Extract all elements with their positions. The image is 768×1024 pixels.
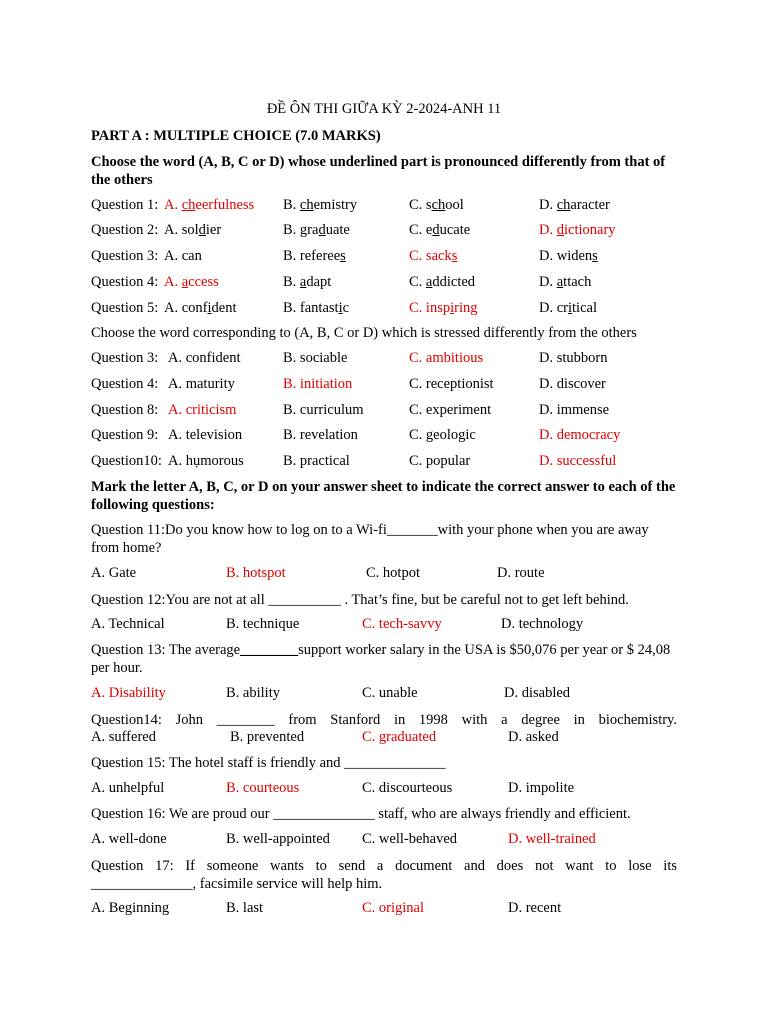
option-b: B. curriculum	[283, 402, 364, 418]
option-b: B. chemistry	[283, 197, 358, 213]
question-label: Question 2:	[91, 222, 159, 238]
option-c: C. educate	[409, 222, 471, 238]
option-b: B. hotspot	[226, 565, 286, 581]
option-c: C. well-behaved	[362, 831, 458, 847]
question-label: Question 3:	[91, 248, 159, 264]
question-label: Question 1:	[91, 197, 159, 213]
question-17-line-2: ______________, facsimile service will help him.	[91, 876, 383, 892]
option-a: A. cheerfulness	[164, 197, 255, 213]
option-c: C. geologic	[409, 427, 476, 443]
option-a: A. Beginning	[91, 900, 170, 916]
option-c: C. addicted	[409, 274, 476, 290]
option-c: C. ambitious	[409, 350, 484, 366]
option-b: B. prevented	[230, 729, 305, 745]
pronunciation-question-2	[91, 222, 691, 240]
option-b: B. referees	[283, 248, 346, 264]
question-16: Question 16: We are proud our ______________ staff, who are always friendly and efficient.	[91, 806, 631, 822]
option-c: C. hotpot	[366, 565, 420, 581]
question-13-text-b: support worker salary in the USA is $50,076 per year or $ 24,08 per hour.	[91, 642, 671, 676]
option-d: D. critical	[539, 300, 597, 316]
instruction-multiple-choice: Mark the letter A, B, C, or D on your answer sheet to indicate the correct answer to each of the following questions:	[91, 479, 676, 513]
option-c: C. receptionist	[409, 376, 494, 392]
option-b: B. graduate	[283, 222, 350, 238]
option-d: D. route	[497, 565, 545, 581]
stress-question-3	[91, 402, 691, 420]
option-c: C. sacks	[409, 248, 458, 264]
option-c: C. graduated	[362, 729, 437, 745]
option-d: D. asked	[508, 729, 559, 745]
question-label: Question 8:	[91, 402, 159, 418]
option-b: B. initiation	[283, 376, 353, 392]
option-c: C. popular	[409, 453, 471, 469]
option-c: C. experiment	[409, 402, 492, 418]
option-a: A. soldier	[164, 222, 222, 238]
option-b: B. sociable	[283, 350, 348, 366]
option-a: A. confident	[164, 300, 237, 316]
question-label: Question 3:	[91, 350, 159, 366]
option-a: A. unhelpful	[91, 780, 165, 796]
page-title: ĐỀ ÔN THI GIỮA KỲ 2-2024-ANH 11	[266, 101, 502, 117]
option-c: C. school	[409, 197, 464, 213]
question-11-options	[91, 565, 691, 583]
pronunciation-question-5	[91, 300, 691, 318]
question-label: Question 5:	[91, 300, 159, 316]
question-15: Question 15: The hotel staff is friendly and ______________	[91, 755, 446, 771]
option-d: D. attach	[539, 274, 592, 290]
option-a: A. hụmorous	[168, 453, 244, 469]
option-d: D. disabled	[504, 685, 571, 701]
question-13-blank: ________	[240, 642, 299, 658]
option-d: D. immense	[539, 402, 610, 418]
option-d: D. discover	[539, 376, 606, 392]
option-a: A. well-done	[91, 831, 167, 847]
question-label: Question10:	[91, 453, 162, 469]
option-d: D. dictionary	[539, 222, 616, 238]
question-17-options	[91, 900, 691, 918]
option-a: A. Gate	[91, 565, 137, 581]
question-12: Question 12:You are not at all __________ . That’s fine, but be careful not to get left behind.	[91, 592, 629, 608]
option-d: D. democracy	[539, 427, 621, 443]
option-b: B. practical	[283, 453, 350, 469]
option-a: A. criticism	[168, 402, 237, 418]
option-a: A. access	[164, 274, 219, 290]
stress-question-1	[91, 350, 691, 368]
question-13	[91, 641, 677, 677]
stress-question-2	[91, 376, 691, 394]
option-b: B. fantastic	[283, 300, 350, 316]
option-d: D. stubborn	[539, 350, 608, 366]
option-b: B. technique	[226, 616, 300, 632]
question-13-text-a: Question 13: The average	[91, 642, 241, 658]
option-b: B. last	[226, 900, 264, 916]
instruction-pronunciation: Choose the word (A, B, C or D) whose underlined part is pronounced differently from that of the others	[91, 154, 666, 188]
option-b: B. ability	[226, 685, 280, 701]
option-d: D. widens	[539, 248, 598, 264]
option-a: A. Technical	[91, 616, 165, 632]
option-a: A. television	[168, 427, 243, 443]
option-a: A. confident	[168, 350, 241, 366]
question-14: Question14: John ________ from Stanford in 1998 with a degree in biochemistry.	[91, 712, 677, 728]
option-c: C. discourteous	[362, 780, 453, 796]
part-a-heading: PART A : MULTIPLE CHOICE (7.0 MARKS)	[91, 128, 381, 144]
stress-question-4	[91, 427, 691, 445]
option-c: C. tech-savvy	[362, 616, 442, 632]
option-a: A. can	[164, 248, 202, 264]
question-label: Question 4:	[91, 274, 159, 290]
option-d: D. technology	[501, 616, 584, 632]
question-16-options	[91, 831, 691, 849]
option-b: B. adapt	[283, 274, 332, 290]
question-label: Question 9:	[91, 427, 159, 443]
question-17-line-1: Question 17: If someone wants to send a document and does not want to lose its	[91, 858, 677, 874]
option-c: C. unable	[362, 685, 418, 701]
option-b: B. well-appointed	[226, 831, 330, 847]
question-12-options	[91, 616, 691, 634]
option-d: D. well-trained	[508, 831, 596, 847]
pronunciation-question-3	[91, 248, 691, 266]
pronunciation-question-1	[91, 197, 691, 215]
question-13-options	[91, 685, 691, 703]
option-a: A. suffered	[91, 729, 156, 745]
option-a: A. maturity	[168, 376, 235, 392]
option-d: D. impolite	[508, 780, 575, 796]
option-b: B. courteous	[226, 780, 300, 796]
option-c: C. original	[362, 900, 425, 916]
question-label: Question 4:	[91, 376, 159, 392]
instruction-stress: Choose the word corresponding to (A, B, C or D) which is stressed differently from the others	[91, 325, 637, 341]
option-c: C. inspiring	[409, 300, 478, 316]
option-b: B. revelation	[283, 427, 358, 443]
option-d: D. successful	[539, 453, 617, 469]
question-11: Question 11:Do you know how to log on to a Wi-fi_______with your phone when you are away from home?	[91, 522, 649, 556]
option-d: D. recent	[508, 900, 562, 916]
question-15-options	[91, 780, 691, 798]
stress-question-5	[91, 453, 691, 471]
option-d: D. character	[539, 197, 610, 213]
option-a: A. Disability	[91, 685, 166, 701]
question-14-options	[91, 729, 691, 747]
pronunciation-question-4	[91, 274, 691, 292]
